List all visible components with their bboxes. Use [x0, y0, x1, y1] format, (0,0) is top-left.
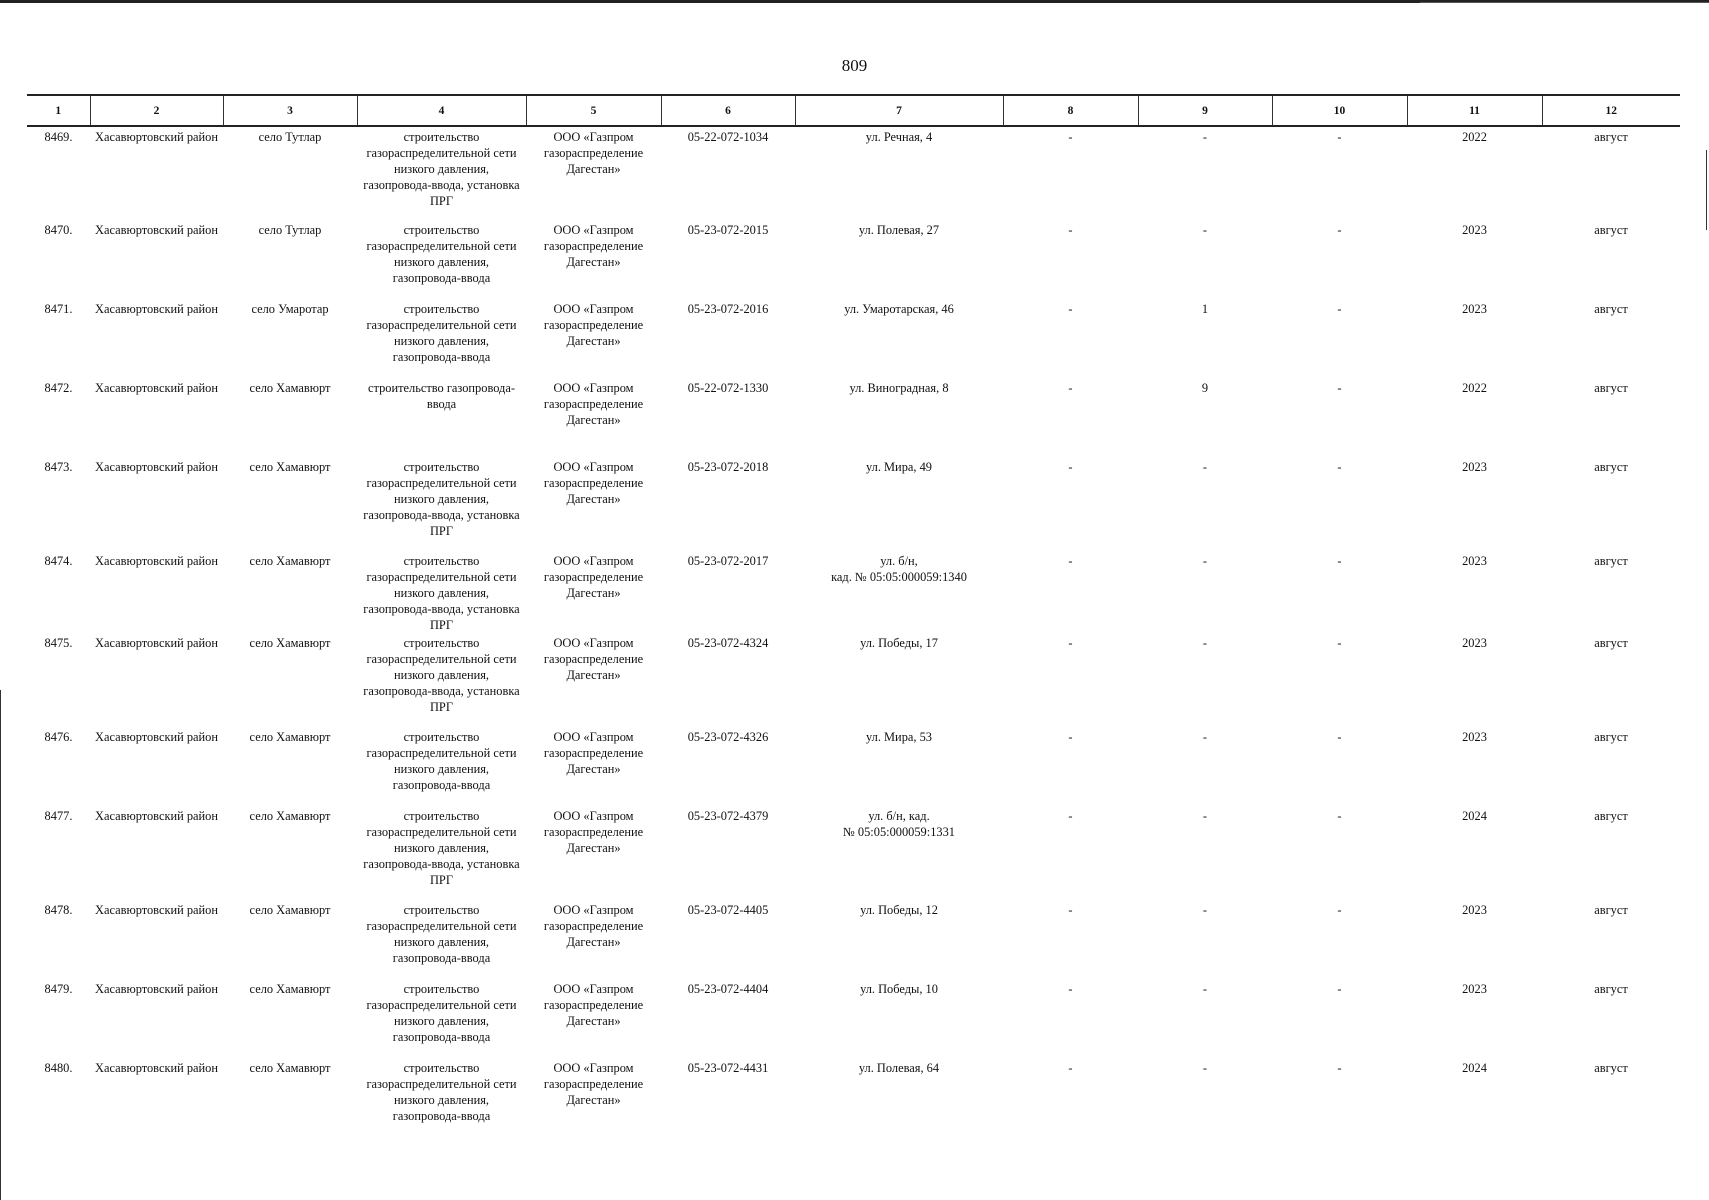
district-cell: Хасавюртовский район [95, 223, 218, 237]
organization-cell: ООО «Газпром газораспределение Дагестан» [543, 1061, 644, 1107]
month-cell: август [1594, 302, 1628, 316]
address-cell: ул. Полевая, 27 [858, 223, 940, 237]
column-8-cell: - [1068, 381, 1073, 395]
work-description-cell: строительство газораспределительной сети низкого давления, газопровода-ввода [366, 1061, 517, 1123]
column-9-cell: - [1202, 730, 1208, 744]
year-cell: 2023 [1462, 982, 1487, 996]
village-cell: село Хамавюрт [249, 903, 331, 917]
row-number: 8470. [44, 223, 73, 237]
code-cell: 05-23-072-2015 [687, 223, 769, 237]
district-cell: Хасавюртовский район [95, 903, 218, 917]
organization-cell: ООО «Газпром газораспределение Дагестан» [543, 223, 644, 269]
work-description-cell: строительство газораспределительной сети низкого давления, газопровода-ввода, установка ПРГ [363, 809, 520, 887]
table-row [27, 220, 1680, 299]
column-header: 11 [1407, 95, 1542, 126]
row-number: 8479. [44, 982, 73, 996]
work-description-cell: строительство газораспределительной сети низкого давления, газопровода-ввода [366, 223, 517, 285]
organization-cell: ООО «Газпром газораспределение Дагестан» [543, 903, 644, 949]
work-description-cell: строительство газораспределительной сети низкого давления, газопровода-ввода, установка ПРГ [363, 554, 520, 632]
organization-cell: ООО «Газпром газораспределение Дагестан» [543, 636, 644, 682]
column-9-cell: - [1202, 1061, 1208, 1075]
column-10-cell: - [1337, 903, 1342, 917]
organization-cell: ООО «Газпром газораспределение Дагестан» [543, 554, 644, 600]
code-cell: 05-23-072-2017 [687, 554, 769, 568]
organization-cell: ООО «Газпром газораспределение Дагестан» [543, 460, 644, 506]
village-cell: село Хамавюрт [249, 554, 331, 568]
year-cell: 2023 [1462, 223, 1487, 237]
village-cell: село Тутлар [258, 223, 322, 237]
table-row [27, 979, 1680, 1058]
table-header-row [27, 95, 1680, 126]
column-header: 3 [223, 95, 357, 126]
district-cell: Хасавюртовский район [95, 1061, 218, 1075]
column-9-cell: 9 [1201, 381, 1209, 395]
table-row [27, 727, 1680, 806]
column-8-cell: - [1068, 636, 1073, 650]
address-cell: ул. б/н, кад. № 05:05:000059:1331 [843, 809, 955, 839]
column-9-cell: - [1202, 223, 1208, 237]
month-cell: август [1594, 223, 1628, 237]
code-cell: 05-23-072-4326 [687, 730, 769, 744]
column-header: 5 [526, 95, 661, 126]
month-cell: август [1594, 460, 1628, 474]
column-10-cell: - [1337, 460, 1342, 474]
column-header: 7 [795, 95, 1003, 126]
month-cell: август [1594, 730, 1628, 744]
address-cell: ул. Победы, 10 [860, 982, 938, 996]
page-number: 809 [841, 56, 868, 75]
year-cell: 2023 [1462, 903, 1487, 917]
row-number: 8474. [44, 554, 73, 568]
work-description-cell: строительство газораспределительной сети низкого давления, газопровода-ввода, установка ПРГ [363, 130, 520, 208]
organization-cell: ООО «Газпром газораспределение Дагестан» [543, 730, 644, 776]
address-cell: ул. б/н, кад. № 05:05:000059:1340 [831, 554, 967, 584]
month-cell: август [1594, 903, 1628, 917]
year-cell: 2022 [1462, 130, 1487, 144]
row-number: 8477. [44, 809, 73, 823]
column-9-cell: - [1202, 809, 1208, 823]
column-8-cell: - [1068, 302, 1073, 316]
row-number: 8471. [44, 302, 73, 316]
work-description-cell: строительство газораспределительной сети низкого давления, газопровода-ввода [366, 730, 517, 792]
district-cell: Хасавюртовский район [95, 636, 218, 650]
district-cell: Хасавюртовский район [95, 460, 218, 474]
table-body [27, 126, 1680, 1137]
row-number: 8478. [44, 903, 73, 917]
column-8-cell: - [1068, 223, 1073, 237]
village-cell: село Хамавюрт [249, 809, 331, 823]
month-cell: август [1594, 381, 1628, 395]
scan-edge-mark-right [1706, 150, 1707, 230]
address-cell: ул. Полевая, 64 [858, 1061, 940, 1075]
organization-cell: ООО «Газпром газораспределение Дагестан» [543, 302, 644, 348]
column-8-cell: - [1068, 730, 1073, 744]
row-number: 8472. [44, 381, 73, 395]
work-description-cell: строительство газораспределительной сети низкого давления, газопровода-ввода [366, 903, 517, 965]
year-cell: 2023 [1462, 730, 1487, 744]
district-cell: Хасавюртовский район [95, 130, 218, 144]
code-cell: 05-23-072-4379 [687, 809, 769, 823]
column-header: 6 [661, 95, 795, 126]
table-row [27, 299, 1680, 378]
column-8-cell: - [1068, 809, 1073, 823]
village-cell: село Хамавюрт [249, 982, 331, 996]
table-row [27, 378, 1680, 457]
row-number: 8475. [44, 636, 73, 650]
address-cell: ул. Умаротарская, 46 [844, 302, 954, 316]
table-row [27, 633, 1680, 727]
table-row [27, 1058, 1680, 1137]
year-cell: 2024 [1462, 809, 1487, 823]
work-description-cell: строительство газораспределительной сети низкого давления, газопровода-ввода [366, 302, 517, 364]
column-8-cell: - [1068, 982, 1073, 996]
district-cell: Хасавюртовский район [95, 381, 218, 395]
organization-cell: ООО «Газпром газораспределение Дагестан» [543, 381, 644, 427]
code-cell: 05-22-072-1034 [687, 130, 769, 144]
organization-cell: ООО «Газпром газораспределение Дагестан» [543, 130, 644, 176]
scan-edge-mark-left [0, 690, 1, 1200]
village-cell: село Тутлар [258, 130, 322, 144]
village-cell: село Хамавюрт [249, 460, 331, 474]
table-row [27, 126, 1680, 220]
work-description-cell: строительство газораспределительной сети низкого давления, газопровода-ввода, установка ПРГ [363, 460, 520, 538]
month-cell: август [1594, 636, 1628, 650]
column-10-cell: - [1337, 381, 1342, 395]
table-row [27, 900, 1680, 979]
address-cell: ул. Речная, 4 [865, 130, 933, 144]
district-cell: Хасавюртовский район [95, 730, 218, 744]
column-8-cell: - [1068, 460, 1073, 474]
column-10-cell: - [1337, 223, 1342, 237]
column-10-cell: - [1337, 730, 1342, 744]
column-10-cell: - [1337, 302, 1342, 316]
column-header: 8 [1003, 95, 1138, 126]
column-10-cell: - [1337, 1061, 1342, 1075]
code-cell: 05-23-072-4431 [687, 1061, 769, 1075]
column-header: 10 [1272, 95, 1407, 126]
row-number: 8469. [44, 130, 73, 144]
year-cell: 2022 [1462, 381, 1487, 395]
column-9-cell: - [1202, 982, 1208, 996]
column-9-cell: - [1202, 130, 1208, 144]
village-cell: село Хамавюрт [249, 730, 331, 744]
address-cell: ул. Победы, 17 [860, 636, 938, 650]
table-row [27, 457, 1680, 551]
column-10-cell: - [1337, 809, 1342, 823]
district-cell: Хасавюртовский район [95, 982, 218, 996]
column-header: 12 [1542, 95, 1680, 126]
month-cell: август [1594, 982, 1628, 996]
year-cell: 2024 [1462, 1061, 1487, 1075]
column-8-cell: - [1068, 130, 1073, 144]
column-8-cell: - [1068, 1061, 1073, 1075]
code-cell: 05-23-072-4324 [687, 636, 769, 650]
village-cell: село Хамавюрт [249, 381, 331, 395]
row-number: 8476. [44, 730, 73, 744]
year-cell: 2023 [1462, 636, 1487, 650]
column-10-cell: - [1337, 554, 1342, 568]
year-cell: 2023 [1462, 554, 1487, 568]
code-cell: 05-23-072-4404 [687, 982, 769, 996]
column-9-cell: - [1202, 460, 1208, 474]
organization-cell: ООО «Газпром газораспределение Дагестан» [543, 809, 644, 855]
column-9-cell: 1 [1201, 302, 1209, 316]
month-cell: август [1594, 1061, 1628, 1075]
column-header: 1 [27, 95, 90, 126]
village-cell: село Умаротар [251, 302, 329, 316]
organization-cell: ООО «Газпром газораспределение Дагестан» [543, 982, 644, 1028]
table-row [27, 551, 1680, 633]
column-header: 2 [90, 95, 223, 126]
column-header: 9 [1138, 95, 1272, 126]
work-description-cell: строительство газораспределительной сети низкого давления, газопровода-ввода, установка ПРГ [363, 636, 520, 714]
code-cell: 05-23-072-2018 [687, 460, 769, 474]
column-10-cell: - [1337, 982, 1342, 996]
month-cell: август [1594, 554, 1628, 568]
year-cell: 2023 [1462, 302, 1487, 316]
month-cell: август [1594, 809, 1628, 823]
column-header: 4 [357, 95, 526, 126]
column-9-cell: - [1202, 554, 1208, 568]
village-cell: село Хамавюрт [249, 1061, 331, 1075]
table-row [27, 806, 1680, 900]
top-border-rule-secondary [1420, 2, 1709, 3]
column-8-cell: - [1068, 903, 1073, 917]
address-cell: ул. Мира, 53 [866, 730, 932, 744]
column-10-cell: - [1337, 636, 1342, 650]
work-description-cell: строительство газопровода- ввода [368, 381, 515, 411]
district-cell: Хасавюртовский район [95, 554, 218, 568]
address-cell: ул. Победы, 12 [860, 903, 938, 917]
register-table [27, 94, 1680, 1137]
column-8-cell: - [1068, 554, 1073, 568]
row-number: 8480. [44, 1061, 73, 1075]
code-cell: 05-23-072-2016 [687, 302, 769, 316]
work-description-cell: строительство газораспределительной сети низкого давления, газопровода-ввода [366, 982, 517, 1044]
address-cell: ул. Мира, 49 [866, 460, 932, 474]
village-cell: село Хамавюрт [249, 636, 331, 650]
address-cell: ул. Виноградная, 8 [849, 381, 949, 395]
code-cell: 05-23-072-4405 [687, 903, 769, 917]
district-cell: Хасавюртовский район [95, 809, 218, 823]
district-cell: Хасавюртовский район [95, 302, 218, 316]
year-cell: 2023 [1462, 460, 1487, 474]
code-cell: 05-22-072-1330 [687, 381, 769, 395]
row-number: 8473. [44, 460, 73, 474]
column-9-cell: - [1202, 636, 1208, 650]
column-10-cell: - [1337, 130, 1342, 144]
month-cell: август [1594, 130, 1628, 144]
column-9-cell: - [1202, 903, 1208, 917]
